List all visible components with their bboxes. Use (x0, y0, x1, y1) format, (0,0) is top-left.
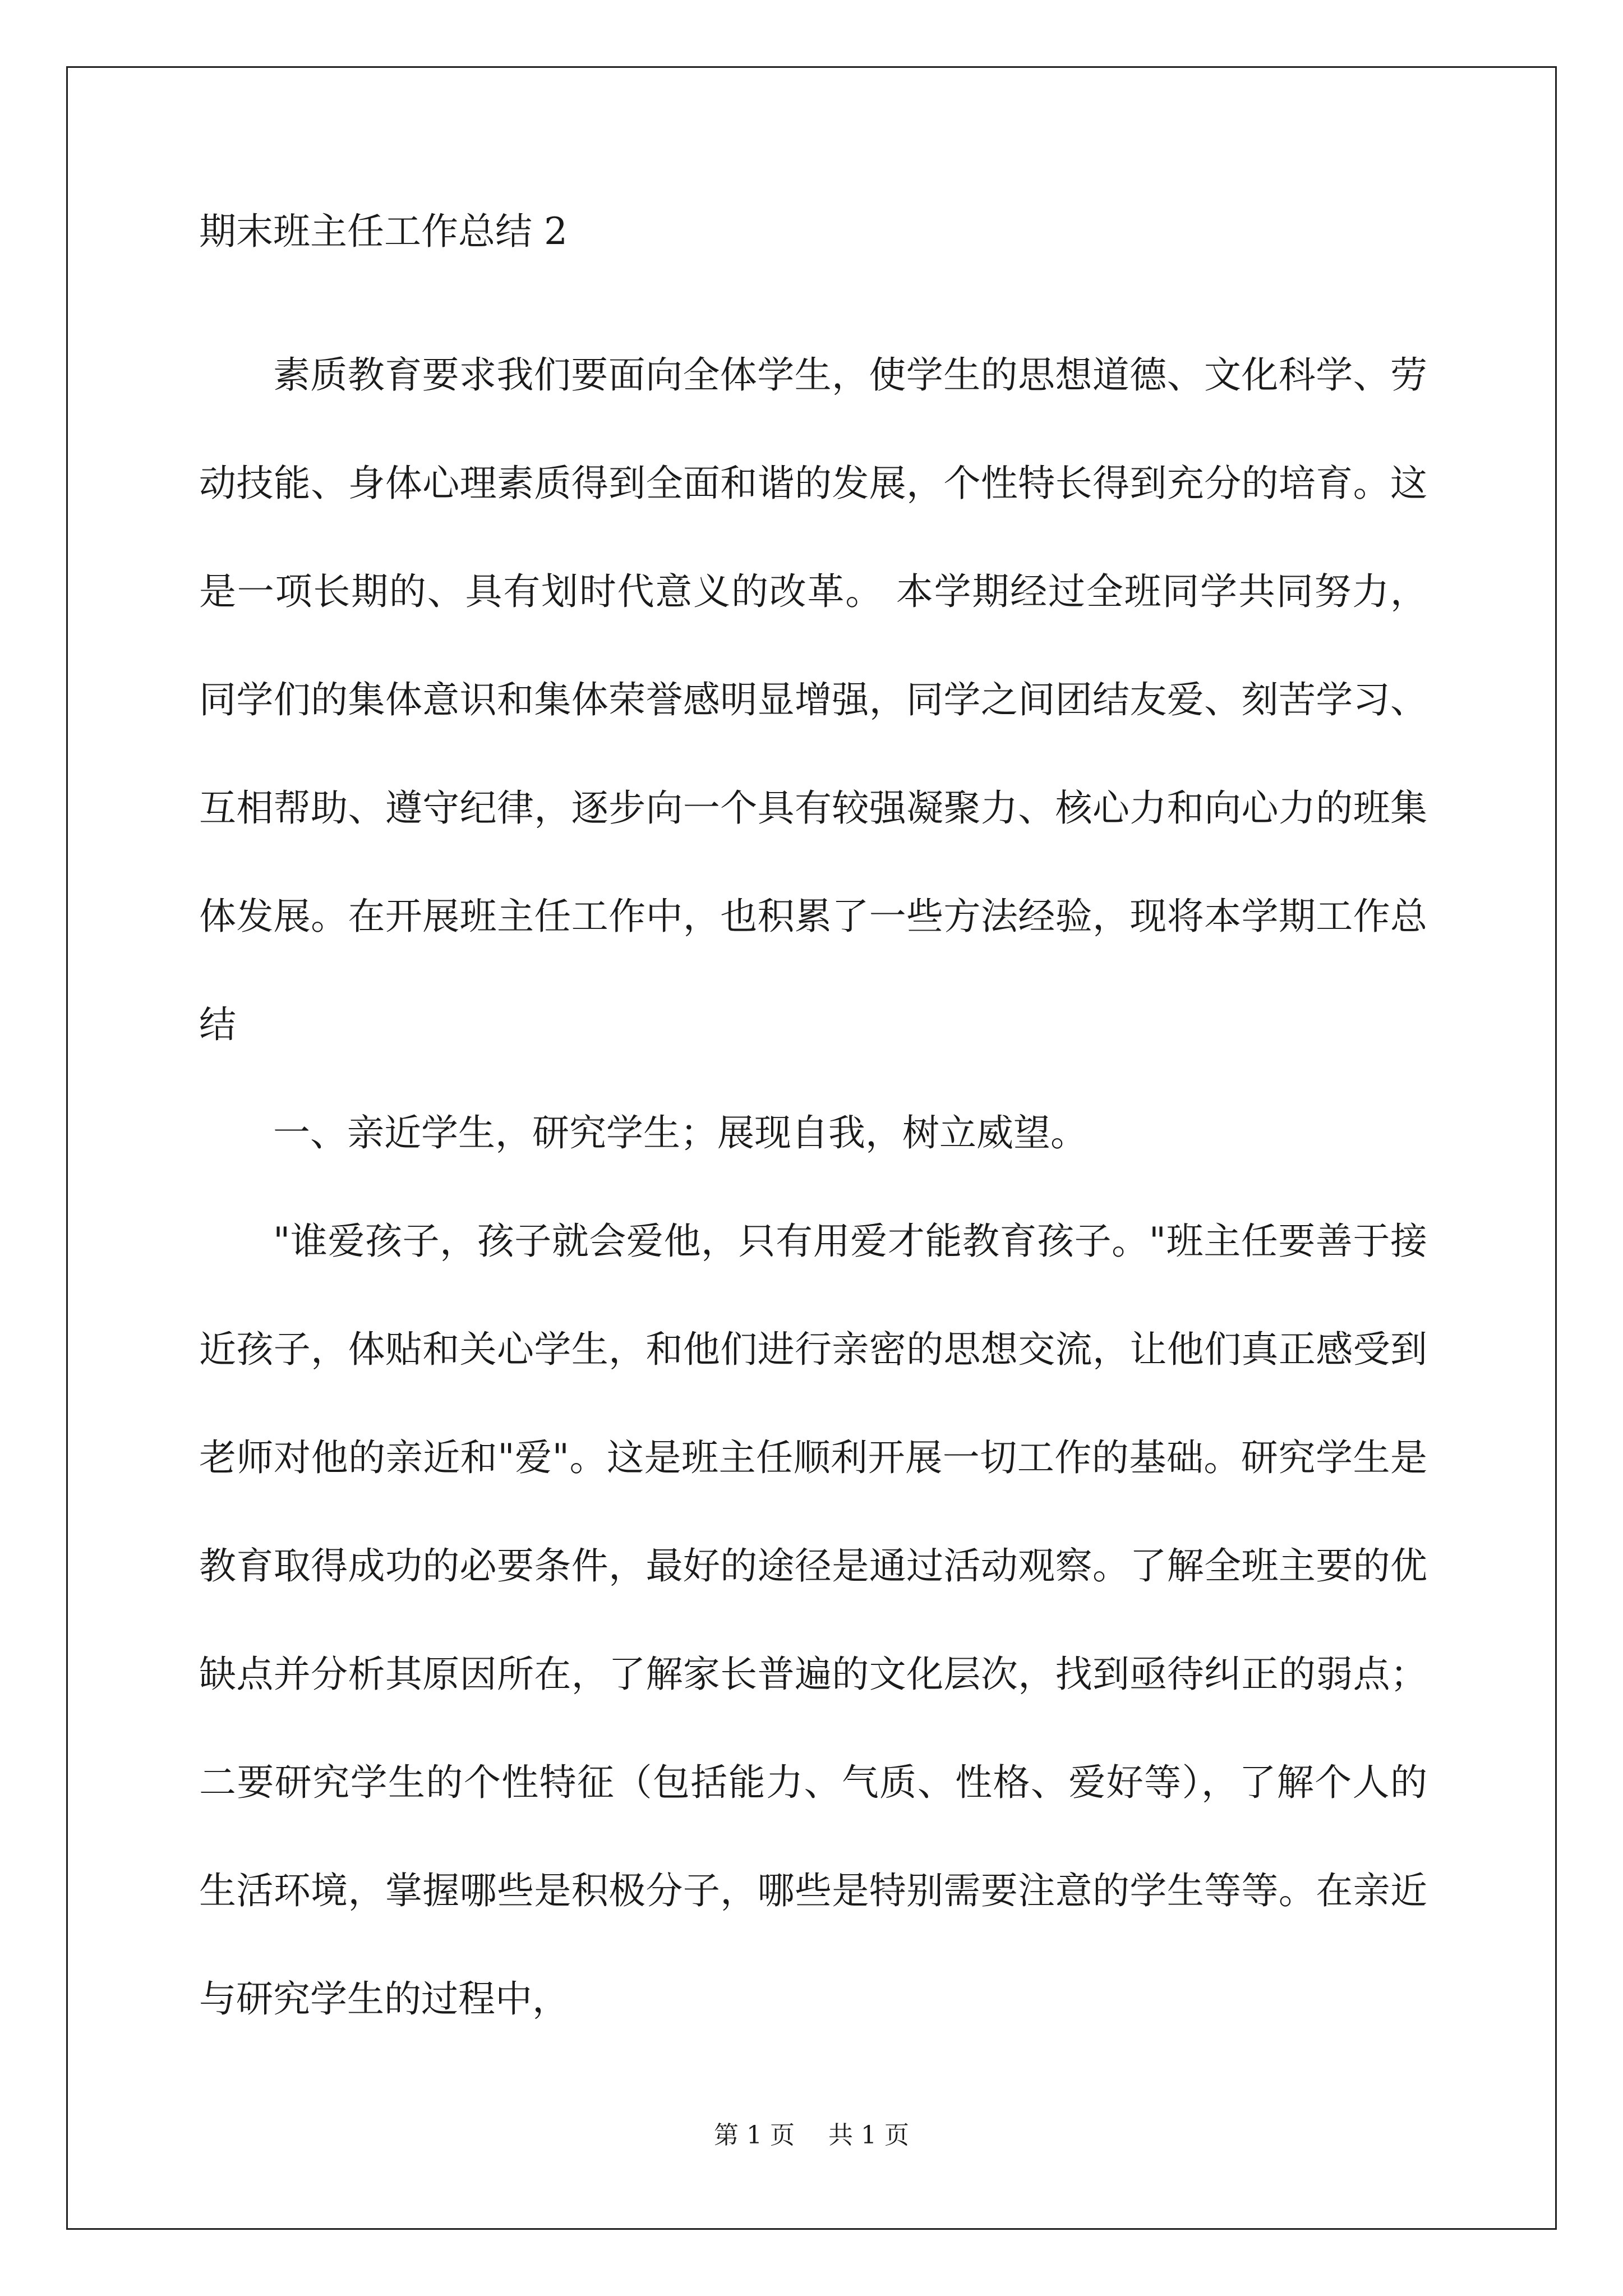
section-heading-1: 一、亲近学生，研究学生；展现自我，树立威望。 (273, 1111, 1087, 1154)
document-body (199, 210, 1427, 2053)
page-total: 共 1 页 (828, 2121, 909, 2150)
paragraph-intro: 素质教育要求我们要面向全体学生，使学生的思想道德、文化科学、劳动技能、身体心理素质得到全面和谐的发展，个性特长得到充分的培育。这是一项长期的、具有划时代意义的改革。 本学期经过全班同学共同努力，同学们的集体意识和集体荣誉感明显增强，同学之间团结友爱、刻苦学习、互相帮助、遵守纪律，逐步向一个具有较强凝聚力、核心力和向心力的班集体发展。在开展班主任工作中，也积累了一些方法经验，现将本学期工作总结 (199, 353, 1427, 1046)
page-footer (0, 2123, 1623, 2148)
page-number: 第 1 页 (714, 2121, 795, 2150)
paragraph-section-1: "谁爱孩子，孩子就会爱他，只有用爱才能教育孩子。"班主任要善于接近孩子，体贴和关心学生，和他们进行亲密的思想交流，让他们真正感受到老师对他的亲近和"爱"。这是班主任顺利开展一切工作的基础。研究学生是教育取得成功的必要条件，最好的途径是通过活动观察。了解全班主要的优缺点并分析其原因所在，了解家长普遍的文化层次，找到亟待纠正的弱点；二要研究学生的个性特征（包括能力、气质、性格、爱好等），了解个人的生活环境，掌握哪些是积极分子，哪些是特别需要注意的学生等等。在亲近与研究学生的过程中， (199, 1220, 1427, 2021)
document-title: 期末班主任工作总结 2 (199, 210, 568, 253)
